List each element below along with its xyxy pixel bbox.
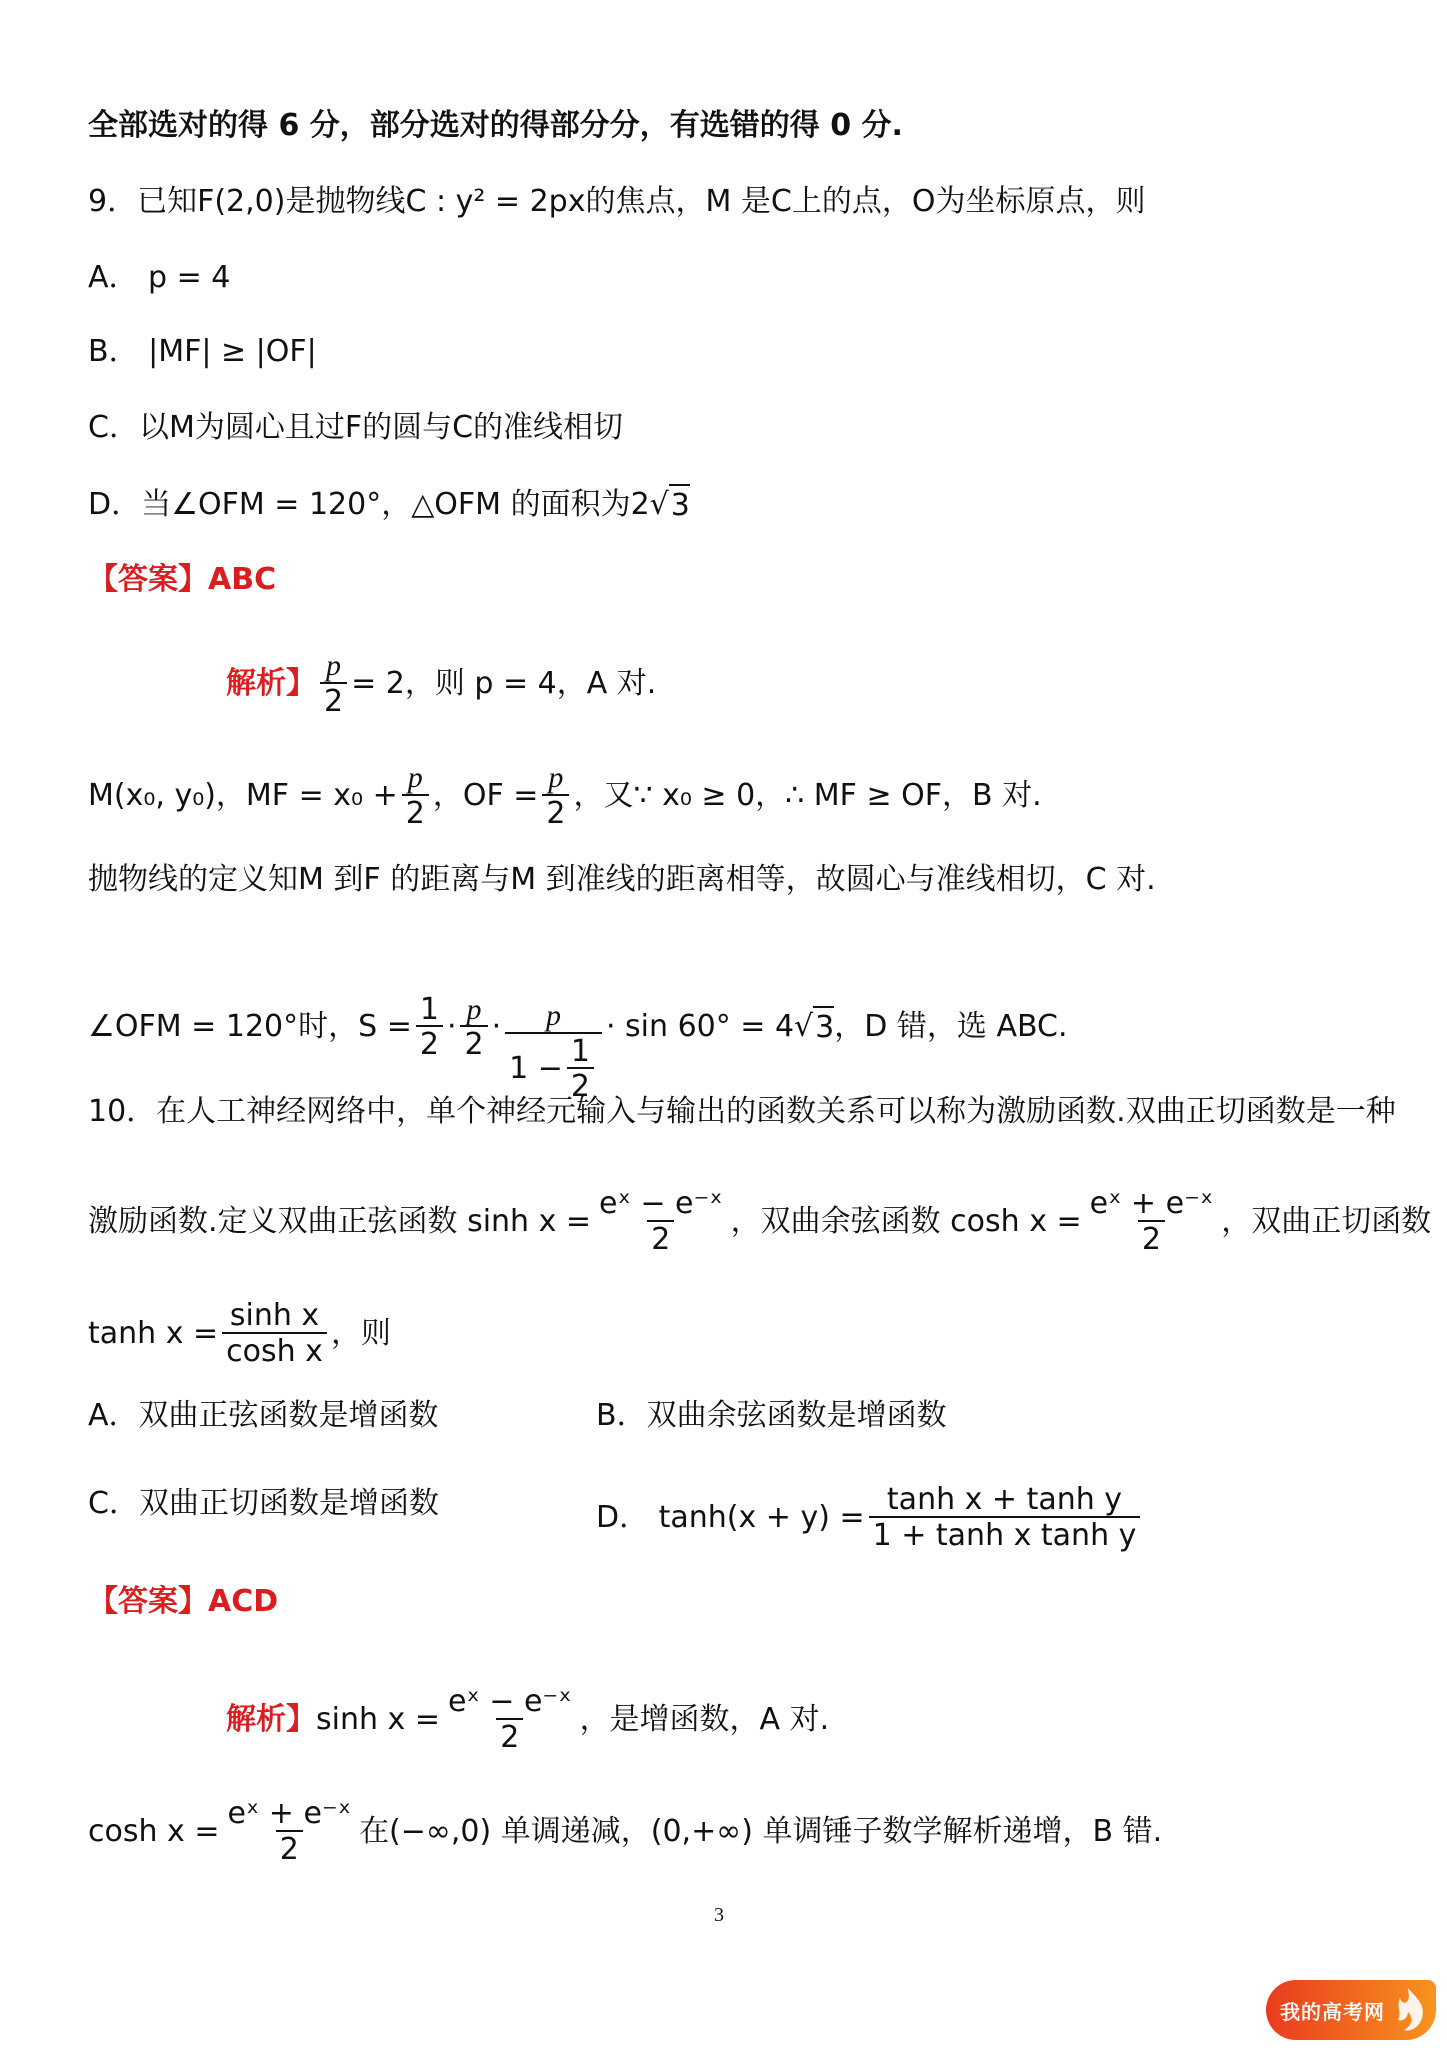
q9-solution-1 <box>226 650 656 717</box>
q10-solution-2 <box>88 1798 1162 1865</box>
fraction <box>222 1300 327 1367</box>
fraction-denominator: 2 <box>416 1025 443 1061</box>
solution-label: 解析】 <box>226 665 316 701</box>
q10-option-a: A．双曲正弦函数是增函数 <box>88 1398 439 1433</box>
q9-stem: 9．已知F(2,0)是抛物线C : y² = 2px的焦点，M 是C上的点，O为坐标原点，则 <box>88 184 1146 219</box>
q9-solution-2-part-b: ，OF = <box>432 777 539 813</box>
fraction-numerator: eˣ − e⁻ˣ <box>447 1684 572 1719</box>
fraction-denominator: 2 <box>647 1220 674 1256</box>
q9-solution-4 <box>88 952 1068 1103</box>
page-number: 3 <box>714 1904 724 1926</box>
q9-option-a: A． p = 4 <box>88 260 231 295</box>
fraction-numerator: p <box>466 992 482 1026</box>
q10-answer: 【答案】ACD <box>88 1584 279 1619</box>
fraction <box>505 1000 602 1103</box>
fraction-numerator: p <box>407 761 423 794</box>
fraction-denominator: 2 <box>496 1718 523 1754</box>
sqrt-symbol: √ <box>794 1009 814 1045</box>
fraction-denominator: 2 <box>567 1067 594 1103</box>
q9-answer: 【答案】ABC <box>88 562 277 597</box>
fraction <box>416 991 443 1063</box>
dot-operator: · <box>446 1009 457 1045</box>
q9-solution-4-root: 3 <box>813 1006 834 1048</box>
q9-solution-2 <box>88 762 1042 829</box>
fraction-numerator: eˣ + e⁻ˣ <box>227 1796 352 1831</box>
q10-stem-line-3-part-b: ，则 <box>330 1315 391 1351</box>
q10-stem-line-3 <box>88 1300 391 1367</box>
fraction <box>595 1188 727 1255</box>
q9-option-b: B． |MF| ≥ |OF| <box>88 334 317 369</box>
q9-solution-1-text: = 2，则 p = 4，A 对. <box>351 665 657 701</box>
fraction-numerator: p <box>326 649 342 682</box>
fraction <box>444 1686 576 1753</box>
q10-solution-1 <box>226 1686 829 1753</box>
dot-operator: · <box>491 1009 502 1045</box>
fraction-numerator: 1 <box>419 991 439 1027</box>
fraction <box>869 1484 1141 1551</box>
fraction-denominator: 1 + tanh x tanh y <box>869 1516 1141 1552</box>
fraction <box>320 650 347 717</box>
q10-stem-line-2-part-a: 激励函数.定义双曲正弦函数 sinh x = <box>88 1203 592 1239</box>
q10-stem-line-2 <box>88 1188 1431 1255</box>
q9-solution-4-part-b: · sin 60° = 4 <box>605 1009 795 1045</box>
q9-option-d-root: 3 <box>669 484 690 526</box>
fraction-denominator: 2 <box>320 682 347 718</box>
fraction <box>460 994 487 1061</box>
q9-solution-2-part-c: ，又∵ x₀ ≥ 0，∴ MF ≥ OF，B 对. <box>573 777 1042 813</box>
q9-option-d-text: D．当∠OFM = 120°，△OFM 的面积为2 <box>88 487 650 522</box>
q10-stem-line-3-part-a: tanh x = <box>88 1315 219 1351</box>
fraction <box>542 762 569 829</box>
q10-solution-2-part-b: 在(−∞,0) 单调递减，(0,+∞) 单调锤子数学解析递增，B 错. <box>359 1813 1163 1849</box>
fraction-numerator: eˣ + e⁻ˣ <box>1089 1186 1214 1221</box>
q10-option-d-text: D． tanh(x + y) = <box>596 1499 865 1535</box>
fraction-denominator: 2 <box>460 1025 487 1061</box>
solution-label: 解析】 <box>226 1701 316 1737</box>
q9-solution-3: 抛物线的定义知M 到F 的距离与M 到准线的距离相等，故圆心与准线相切，C 对. <box>88 862 1156 897</box>
q10-option-d <box>596 1484 1144 1551</box>
q10-option-c: C．双曲正切函数是增函数 <box>88 1486 439 1521</box>
fraction-numerator: sinh x <box>229 1298 320 1333</box>
fraction <box>402 762 429 829</box>
q10-stem-line-2-part-b: ，双曲余弦函数 cosh x = <box>730 1203 1082 1239</box>
fraction-denominator: 2 <box>1138 1220 1165 1256</box>
q10-stem-line-2-part-c: ，双曲正切函数 <box>1221 1203 1432 1239</box>
fraction-numerator: p <box>548 761 564 794</box>
q9-option-d <box>88 484 690 526</box>
q10-solution-1-part-a: sinh x = <box>316 1701 440 1737</box>
fraction <box>223 1798 355 1865</box>
q9-solution-4-part-a: ∠OFM = 120°时，S = <box>88 1009 412 1045</box>
q10-option-b: B．双曲余弦函数是增函数 <box>596 1398 947 1433</box>
fraction-denominator: 2 <box>402 794 429 830</box>
logo-text: 我的高考网 <box>1280 1999 1385 2024</box>
fraction-denominator: cosh x <box>222 1332 327 1368</box>
q10-solution-1-part-b: ，是增函数，A 对. <box>579 1701 830 1737</box>
flame-icon <box>1386 1986 1430 2034</box>
fraction-denominator: 2 <box>276 1830 303 1866</box>
q9-solution-2-part-a: M(x₀, y₀)，MF = x₀ + <box>88 777 398 813</box>
fraction-numerator: p <box>546 999 562 1032</box>
q10-stem-line-1: 10．在人工神经网络中，单个神经元输入与输出的函数关系可以称为激励函数.双曲正切函数是一种 <box>88 1094 1396 1129</box>
q9-solution-4-part-c: ，D 错，选 ABC. <box>834 1009 1068 1045</box>
sqrt-symbol: √ <box>649 487 669 522</box>
fraction-denominator: 2 <box>542 794 569 830</box>
fraction-numerator: eˣ − e⁻ˣ <box>599 1186 723 1221</box>
fraction-numerator: tanh x + tanh y <box>886 1482 1123 1517</box>
scoring-rule: 全部选对的得 6 分，部分选对的得部分分，有选错的得 0 分. <box>88 108 903 143</box>
q10-solution-2-part-a: cosh x = <box>88 1813 220 1849</box>
fraction-numerator: 1 <box>570 1033 590 1069</box>
fraction <box>1086 1188 1218 1255</box>
nested-denominator-prefix: 1 − <box>509 1051 563 1087</box>
site-logo <box>1266 1980 1436 2040</box>
q9-option-c: C．以M为圆心且过F的圆与C的准线相切 <box>88 410 624 445</box>
